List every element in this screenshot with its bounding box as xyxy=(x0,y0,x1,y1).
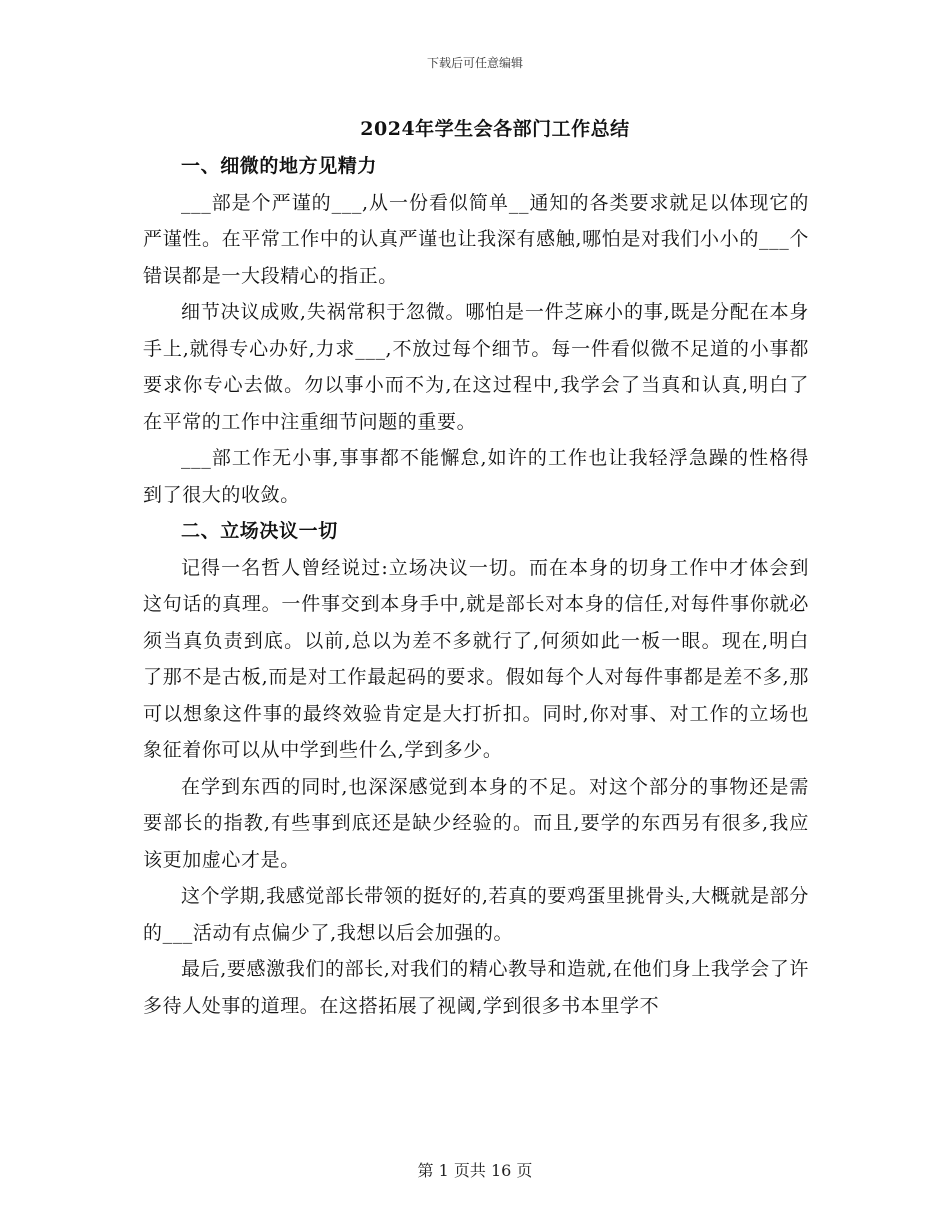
document-title: 2024年学生会各部门工作总结 xyxy=(360,118,630,140)
paragraph: 记得一名哲人曾经说过:立场决议一切。而在本身的切身工作中才体会到这句话的真理。一件事交到本身手中,就是部长对本身的信任,对每件事你就必须当真负责到底。以前,总以为差不多就行了,何须如此一板一眼。现在,明白了那不是古板,而是对工作最起码的要求。假如每个人对每件事都是差不多,那可以想象这件事的最终效验肯定是大打折扣。同时,你对事、对工作的立场也象征着你可以从中学到些什么,学到多少。 xyxy=(143,556,809,761)
paragraph: 在学到东西的同时,也深深感觉到本身的不足。对这个部分的事物还是需要部长的指教,有些事到底还是缺少经验的。而且,要学的东西另有很多,我应该更加虚心才是。 xyxy=(143,775,809,871)
paragraph: 最后,要感激我们的部长,对我们的精心教导和造就,在他们身上我学会了许多待人处事的道理。在这搭拓展了视阈,学到很多书本里学不 xyxy=(143,958,809,1017)
section-heading-2: 二、立场决议一切 xyxy=(181,520,338,542)
paragraph: 细节决议成败,失祸常积于忽微。哪怕是一件芝麻小的事,既是分配在本身手上,就得专心办好,力求___,不放过每个细节。每一件看似微不足道的小事都要求你专心去做。勿以事小而不为,在这过程中,我学会了当真和认真,明白了在平常的工作中注重细节问题的重要。 xyxy=(143,301,809,433)
header-note: 下载后可任意编辑 xyxy=(426,56,523,70)
section-heading-1: 一、细微的地方见精力 xyxy=(181,155,378,177)
paragraph: 这个学期,我感觉部长带领的挺好的,若真的要鸡蛋里挑骨头,大概就是部分的___活动有点偏少了,我想以后会加强的。 xyxy=(143,885,809,944)
paragraph: ___部工作无小事,事事都不能懈怠,如许的工作也让我轻浮急躁的性格得到了很大的收敛。 xyxy=(143,447,809,506)
paragraph: ___部是个严谨的___,从一份看似简单__通知的各类要求就足以体现它的严谨性。在平常工作中的认真严谨也让我深有感触,哪怕是对我们小小的___个错误都是一大段精心的指正。 xyxy=(143,191,809,287)
document-body xyxy=(143,148,809,1024)
page-number-footer: 第 1 页共 16 页 xyxy=(417,1161,533,1180)
